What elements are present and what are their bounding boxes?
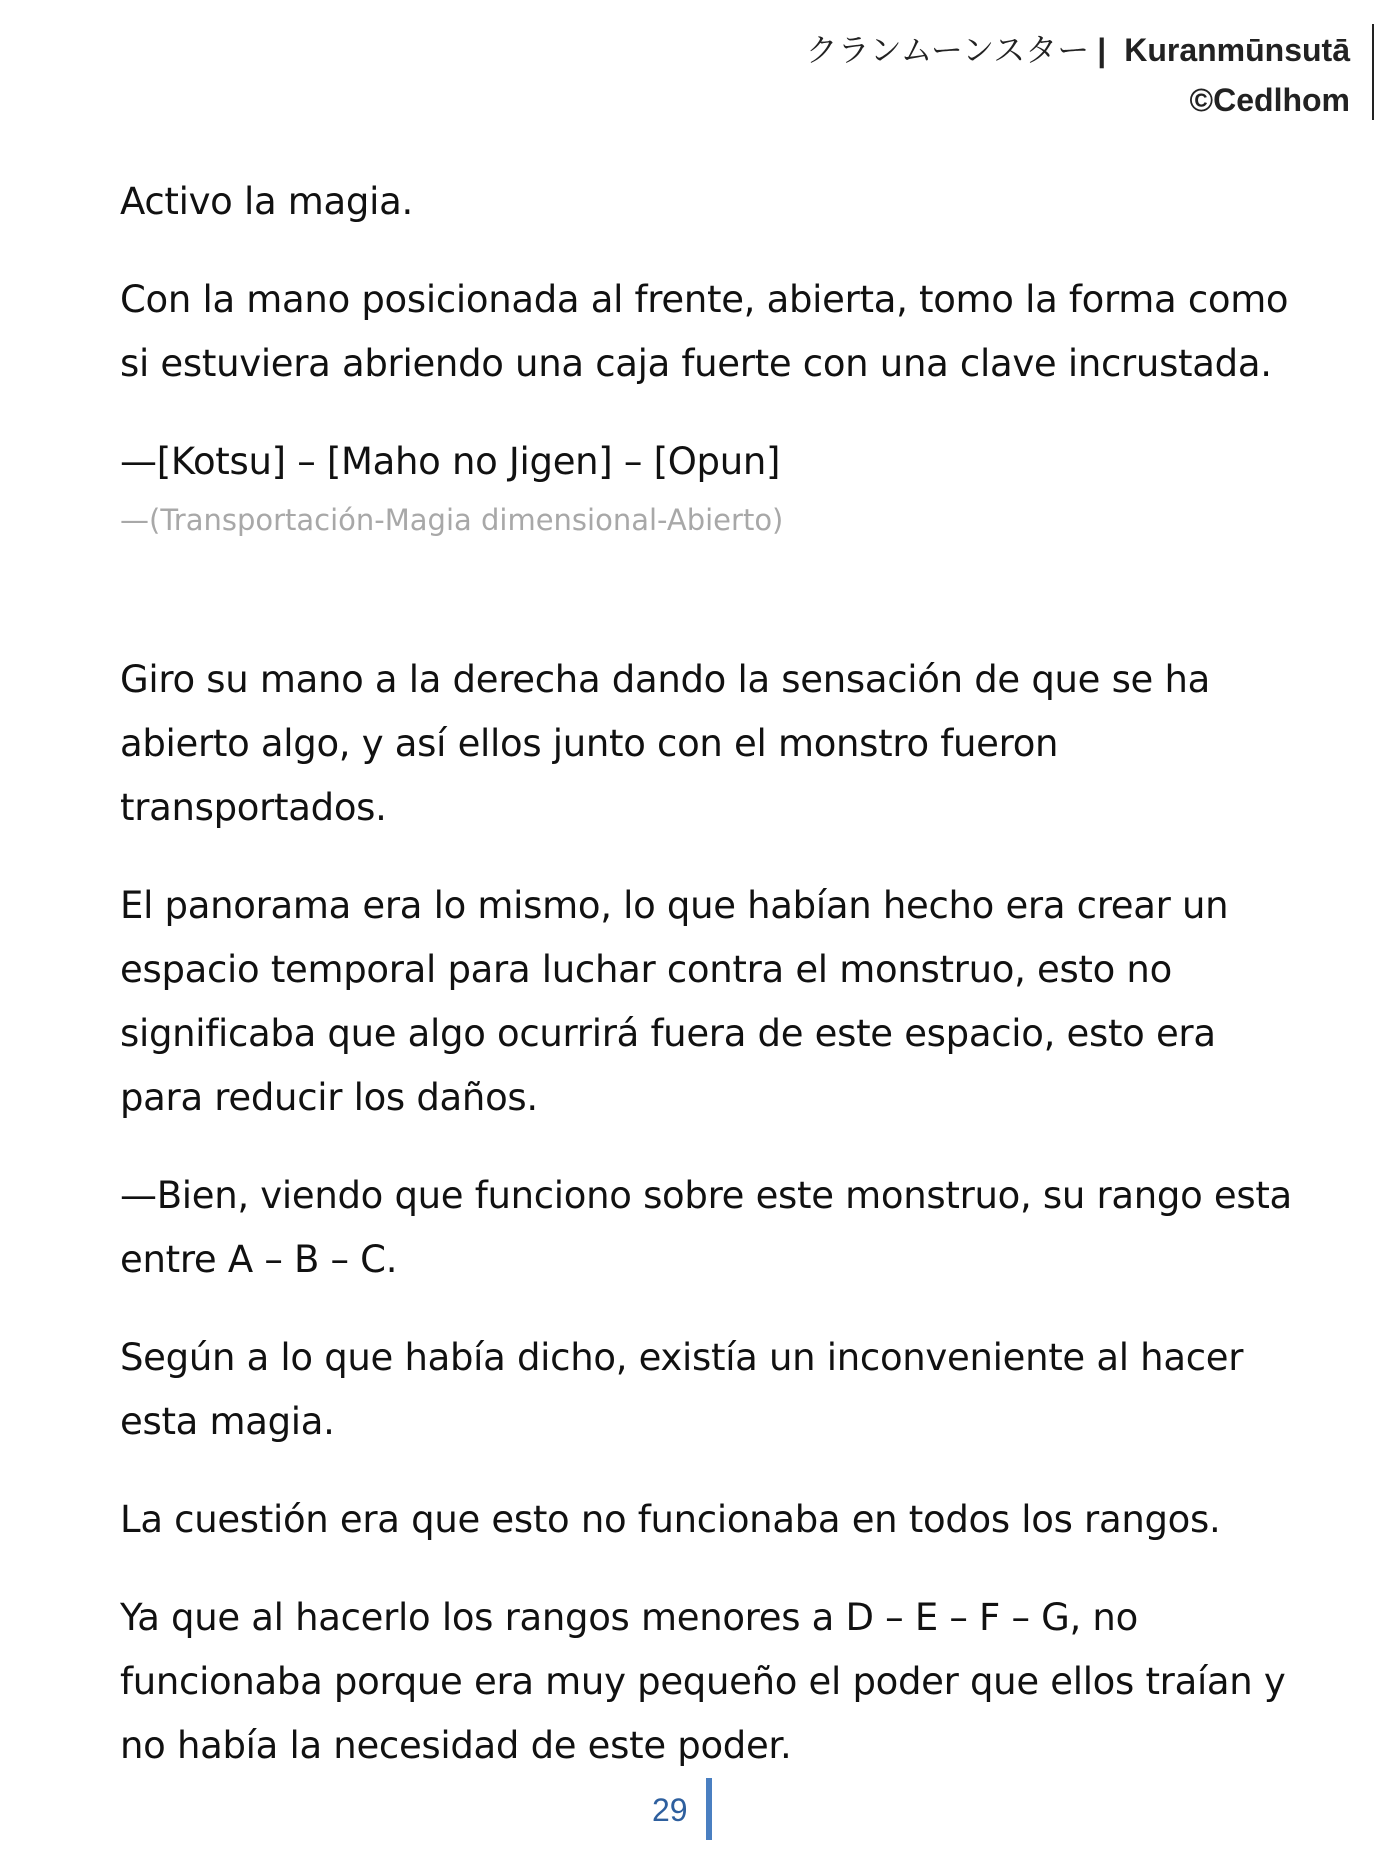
paragraph-8: Ya que al hacerlo los rangos menores a D – E – F – G, no funcionaba porque era muy pequeño el poder que ellos traían y no había la necesidad de este poder. — [120, 1596, 1286, 1767]
header-japanese-title: クランムーンスター — [805, 31, 1090, 69]
page-number-bar — [706, 1778, 712, 1840]
header-separator: | — [1097, 32, 1107, 68]
header-title-line — [806, 30, 1350, 70]
page-body — [120, 170, 1300, 1812]
paragraph-4: El panorama era lo mismo, lo que habían hecho era crear un espacio temporal para luchar contra el monstruo, esto no significaba que algo ocurrirá fuera de este espacio, esto era para reducir los daños. — [120, 884, 1229, 1119]
page-header — [672, 24, 1374, 120]
paragraph-7: La cuestión era que esto no funcionaba en todos los rangos. — [120, 1498, 1221, 1541]
header-romaji-title: Kuranmūnsutā — [1124, 32, 1350, 68]
spell-translation: —(Transportación-Magia dimensional-Abierto) — [120, 503, 784, 537]
spell-incantation: —[Kotsu] – [Maho no Jigen] – [Opun] — [120, 440, 781, 483]
header-author: ©Cedlhom — [1189, 82, 1350, 118]
paragraph-3: Giro su mano a la derecha dando la sensación de que se ha abierto algo, y así ellos junto con el monstro fueron transportados. — [120, 658, 1211, 829]
paragraph-2: Con la mano posicionada al frente, abierta, tomo la forma como si estuviera abriendo una caja fuerte con una clave incrustada. — [120, 278, 1289, 385]
paragraph-6: Según a lo que había dicho, existía un inconveniente al hacer esta magia. — [120, 1336, 1244, 1443]
paragraph-5: —Bien, viendo que funciono sobre este monstruo, su rango esta entre A – B – C. — [120, 1174, 1292, 1281]
page-number: 29 — [652, 1792, 688, 1828]
paragraph-1: Activo la magia. — [120, 180, 413, 223]
page-footer — [0, 1778, 1400, 1848]
